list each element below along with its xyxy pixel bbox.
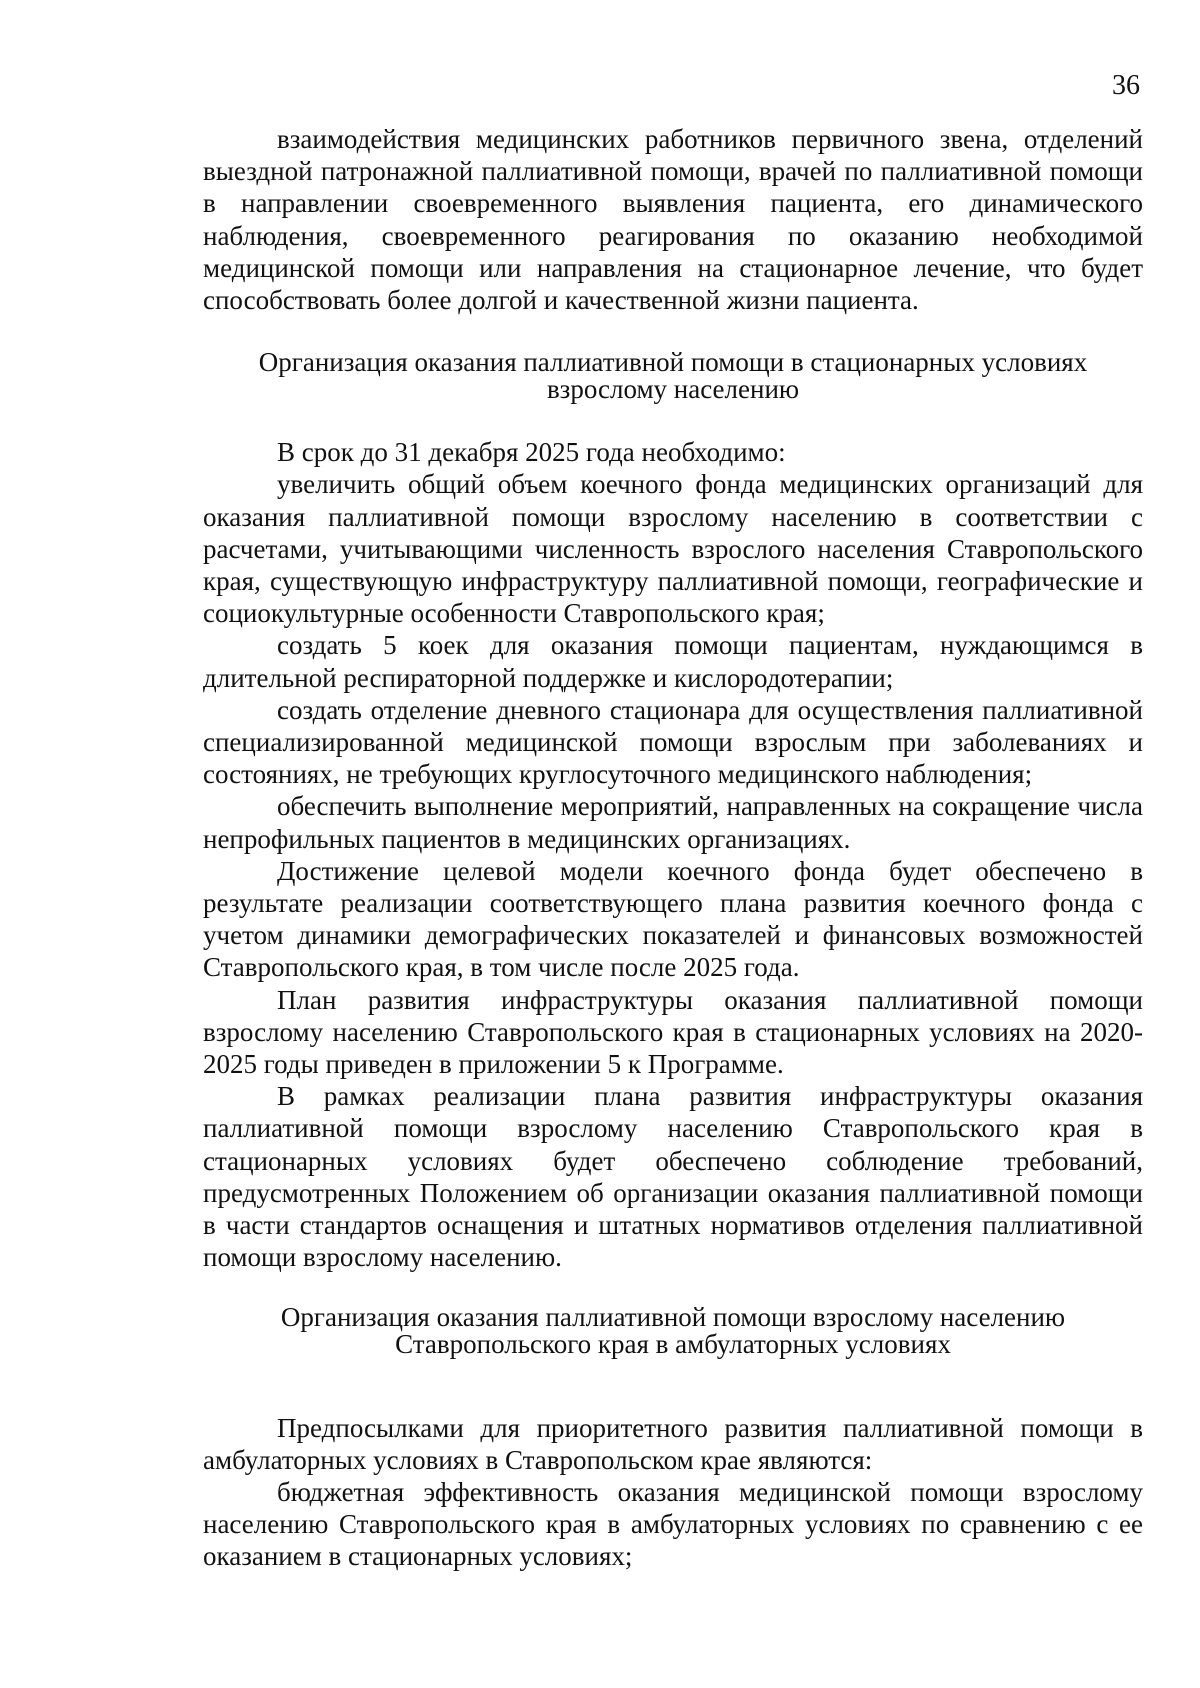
paragraph: обеспечить выполнение мероприятий, направленных на сокращение числа непрофильных пациентов в медицинских организациях. <box>203 791 1143 854</box>
section-heading-inpatient <box>203 349 1143 403</box>
paragraph: В рамках реализации плана развития инфраструктуры оказания паллиативной помощи взрослому населению Ставропольского края в стационарных условиях будет обеспечено соблюдение требований, предусмотренных Положением об организации оказания паллиативной помощи в части стандартов оснащения и штатных нормативов отделения паллиативной помощи взрослому населению. <box>203 1081 1143 1273</box>
section-heading-line: Ставропольского края в амбулаторных условиях <box>395 1328 951 1359</box>
paragraph: Предпосылками для приоритетного развития паллиативной помощи в амбулаторных условиях в Ставропольском крае являются: <box>203 1412 1143 1475</box>
section-heading-line: Организация оказания паллиативной помощи в стационарных условиях <box>258 347 1088 378</box>
intro-paragraph: взаимодействия медицинских работников первичного звена, отделений выездной патронажной паллиативной помощи, врачей по паллиативной помощи в направлении своевременного выявления пациента, его динамического наблюдения, своевременного реагирования по оказанию необходимой медицинской помощи или направления на стационарное лечение, что будет способствовать более долгой и качественной жизни пациента. <box>203 124 1143 316</box>
paragraph: В срок до 31 декабря 2025 года необходимо: <box>277 437 786 468</box>
paragraph: создать 5 коек для оказания помощи пациентам, нуждающимся в длительной респираторной поддержке и кислородотерапии; <box>203 630 1143 693</box>
paragraph: бюджетная эффективность оказания медицинской помощи взрослому населению Ставропольского края в амбулаторных условиях по сравнению с ее оказанием в стационарных условиях; <box>203 1476 1143 1572</box>
paragraph: Достижение целевой модели коечного фонда будет обеспечено в результате реализации соответствующего плана развития коечного фонда с учетом динамики демографических показателей и финансовых возможностей Ставропольского края, в том числе после 2025 года. <box>203 855 1143 983</box>
section-heading-outpatient <box>203 1301 1143 1359</box>
paragraph: увеличить общий объем коечного фонда медицинских организаций для оказания паллиативной помощи взрослому населению в соответствии с расчетами, учитывающими численность взрослого населения Ставропольского края, существующую инфраструктуру паллиативной помощи, географические и социокультурные особенности Ставропольского края; <box>203 469 1143 629</box>
paragraph: создать отделение дневного стационара для осуществления паллиативной специализированной медицинской помощи взрослым при заболеваниях и состояниях, не требующих круглосуточного медицинского наблюдения; <box>203 694 1143 790</box>
section-heading-line: взрослому населению <box>546 374 800 405</box>
document-body <box>203 123 1143 1573</box>
page-number: 36 <box>1112 70 1140 101</box>
section-heading-line: Организация оказания паллиативной помощи взрослому населению <box>280 1301 1066 1332</box>
paragraph: План развития инфраструктуры оказания паллиативной помощи взрослому населению Ставропольского края в стационарных условиях на 2020-2025 годы приведен в приложении 5 к Программе. <box>203 984 1143 1080</box>
